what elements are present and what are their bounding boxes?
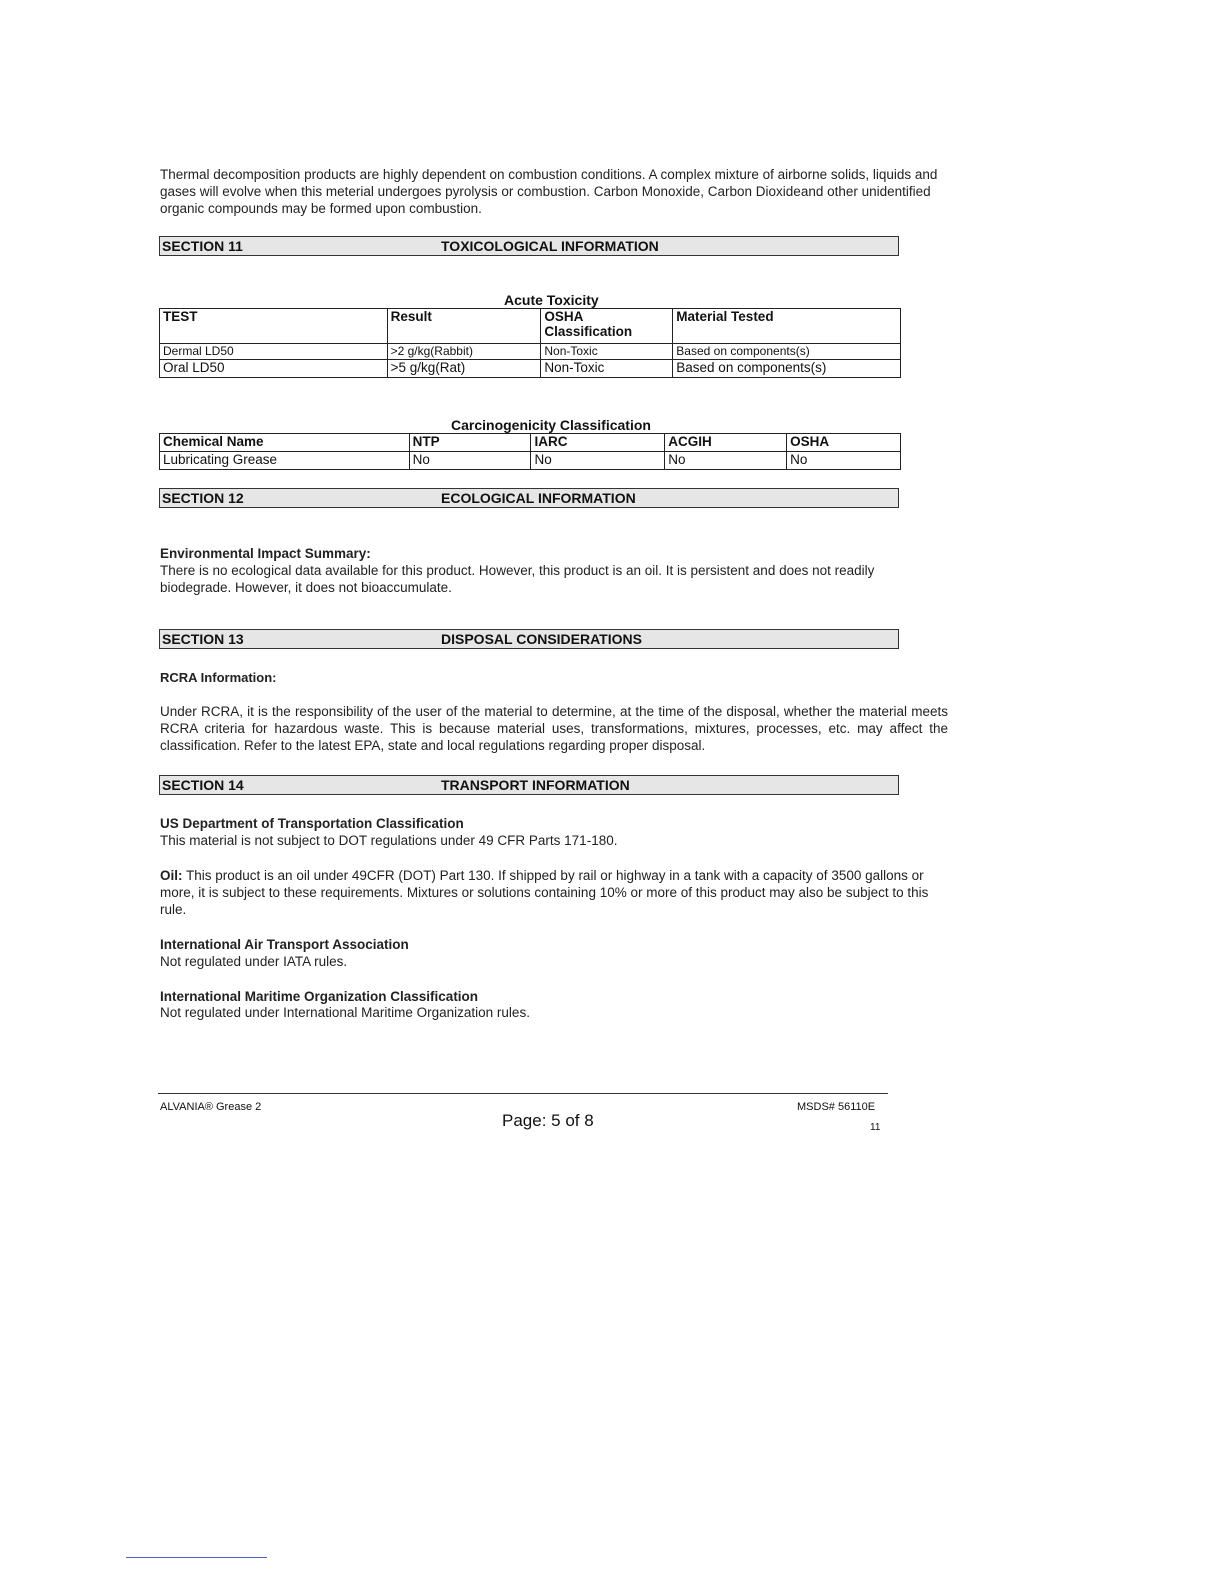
carc-header-iarc: IARC bbox=[531, 434, 665, 452]
section-13-title: DISPOSAL CONSIDERATIONS bbox=[441, 631, 642, 647]
acute-header-result: Result bbox=[387, 309, 541, 344]
section-12-header bbox=[159, 488, 899, 508]
table-row bbox=[160, 344, 901, 360]
section-14-header bbox=[159, 775, 899, 795]
acute-header-row bbox=[160, 309, 901, 344]
iata-text: Not regulated under IATA rules. bbox=[160, 954, 348, 969]
acute-toxicity-caption: Acute Toxicity bbox=[504, 292, 599, 308]
footer-divider bbox=[158, 1093, 888, 1094]
carc-cell: Lubricating Grease bbox=[160, 452, 410, 470]
bottom-rule bbox=[126, 1557, 267, 1558]
intro-paragraph: Thermal decomposition products are highly dependent on combustion conditions. A complex mixture of airborne solids, liquids and gases will evolve when this meterial undergoes pyrolysis or combustion. Carbon Monoxide, Carbon Dioxideand other unidentified organic compounds may be formed upon combustion. bbox=[160, 167, 938, 216]
footer-msds: MSDS# 56110E bbox=[797, 1101, 876, 1113]
imo-text: Not regulated under International Maritime Organization rules. bbox=[160, 1005, 530, 1020]
carc-cell: No bbox=[787, 452, 901, 470]
carcinogenicity-caption: Carcinogenicity Classification bbox=[451, 417, 651, 433]
carc-header-acgih: ACGIH bbox=[665, 434, 787, 452]
acute-cell: Based on components(s) bbox=[673, 344, 901, 360]
carcinogenicity-table bbox=[159, 433, 901, 470]
section-11-title: TOXICOLOGICAL INFORMATION bbox=[441, 238, 659, 254]
carc-header-row bbox=[160, 434, 901, 452]
dot-text: This material is not subject to DOT regulations under 49 CFR Parts 171-180. bbox=[160, 833, 618, 848]
acute-header-osha: OSHA Classification bbox=[541, 309, 673, 344]
imo-heading: International Maritime Organization Classification bbox=[160, 989, 479, 1004]
footer-product: ALVANIA® Grease 2 bbox=[160, 1101, 262, 1113]
section-11-header bbox=[159, 236, 899, 256]
oil-paragraph bbox=[160, 867, 948, 918]
acute-cell: >5 g/kg(Rat) bbox=[387, 360, 541, 378]
section-14-title: TRANSPORT INFORMATION bbox=[441, 777, 630, 793]
section-11-number: SECTION 11 bbox=[162, 238, 243, 254]
footer-page-number: Page: 5 of 8 bbox=[502, 1111, 594, 1130]
acute-cell: Dermal LD50 bbox=[160, 344, 388, 360]
section-12-number: SECTION 12 bbox=[162, 490, 244, 506]
dot-heading: US Department of Transportation Classification bbox=[160, 816, 464, 831]
carc-header-osha: OSHA bbox=[787, 434, 901, 452]
rcra-heading: RCRA Information: bbox=[160, 670, 277, 685]
section-13-header bbox=[159, 629, 899, 649]
section-14-number: SECTION 14 bbox=[162, 777, 244, 793]
carc-header-chemical: Chemical Name bbox=[160, 434, 410, 452]
acute-cell: Oral LD50 bbox=[160, 360, 388, 378]
acute-header-material: Material Tested bbox=[673, 309, 901, 344]
acute-cell: >2 g/kg(Rabbit) bbox=[387, 344, 541, 360]
carc-cell: No bbox=[409, 452, 531, 470]
environmental-impact-heading: Environmental Impact Summary: bbox=[160, 546, 371, 561]
acute-cell: Non-Toxic bbox=[541, 344, 673, 360]
table-row bbox=[160, 452, 901, 470]
table-row bbox=[160, 360, 901, 378]
acute-header-test: TEST bbox=[160, 309, 388, 344]
section-13-number: SECTION 13 bbox=[162, 631, 244, 647]
oil-text: This product is an oil under 49CFR (DOT) Part 130. If shipped by rail or highway in a tank with a capacity of 3500 gallons or more, it is subject to these requirements. Mixtures or solutions containing 10% or more of this product may also be subject to this rule. bbox=[160, 868, 929, 917]
footer-revision: 11 bbox=[870, 1122, 881, 1133]
acute-cell: Based on components(s) bbox=[673, 360, 901, 378]
section-12-title: ECOLOGICAL INFORMATION bbox=[441, 490, 636, 506]
iata-heading: International Air Transport Association bbox=[160, 937, 409, 952]
carc-cell: No bbox=[531, 452, 665, 470]
oil-label: Oil: bbox=[160, 868, 183, 883]
environmental-impact-text: There is no ecological data available for this product. However, this product is an oil. It is persistent and does not readily biodegrade. However, it does not bioaccumulate. bbox=[160, 563, 875, 595]
rcra-text: Under RCRA, it is the responsibility of the user of the material to determine, at the time of the disposal, whether the material meets RCRA criteria for hazardous waste. This is because material uses, transformations, mixtures, processes, etc. may affect the classification. Refer to the latest EPA, state and local regulations regarding proper disposal. bbox=[160, 704, 948, 753]
carc-cell: No bbox=[665, 452, 787, 470]
acute-toxicity-table bbox=[159, 308, 901, 378]
acute-cell: Non-Toxic bbox=[541, 360, 673, 378]
carc-header-ntp: NTP bbox=[409, 434, 531, 452]
